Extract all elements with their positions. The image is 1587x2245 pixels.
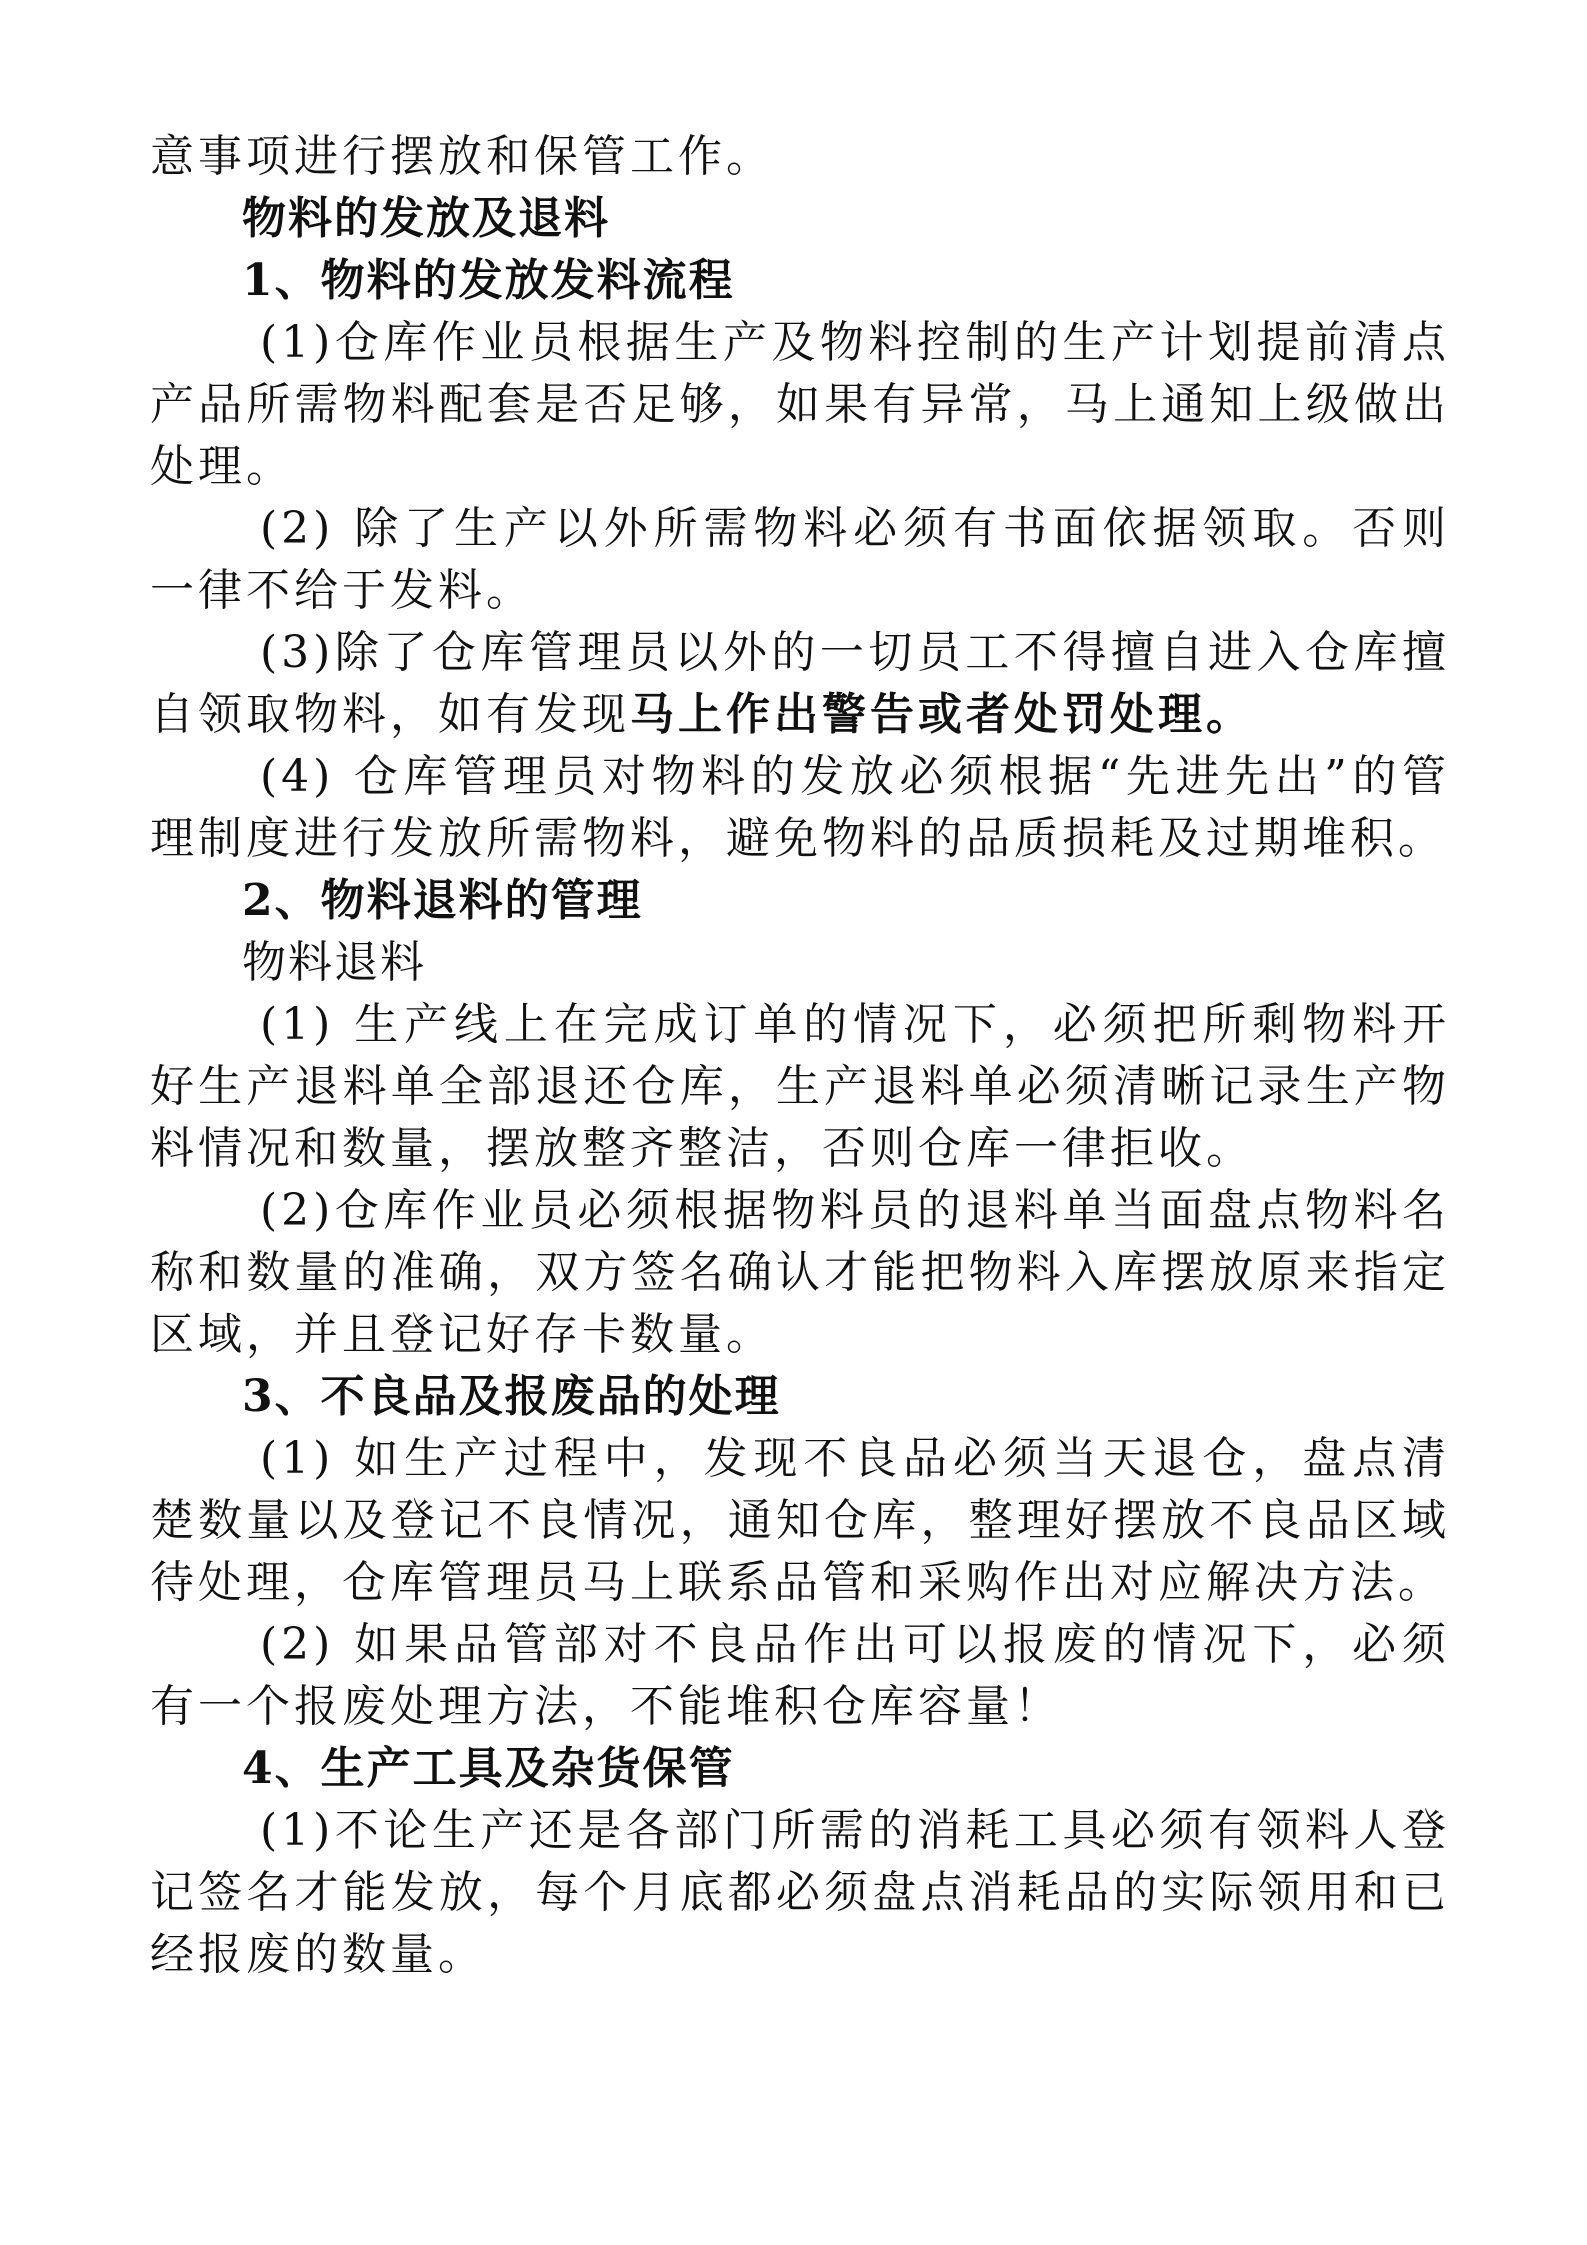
heading-2-return-management: 2、物料退料的管理 (242, 875, 643, 926)
paragraph-3-1: (1) 如生产过程中，发现不良品必须当天退仓，盘点清楚数量以及登记不良情况，通知仓库，整理好摆放不良品区域待处理，仓库管理员马上联系品管和采购作出对应解决方法。 (150, 1433, 1450, 1608)
paragraph-3-2: (2) 如果品管部对不良品作出可以报废的情况下，必须有一个报废处理方法，不能堆积仓库容量！ (150, 1619, 1450, 1732)
heading-1-issue-process: 1、物料的发放发料流程 (242, 255, 735, 306)
heading-3-defective-products: 3、不良品及报废品的处理 (242, 1371, 781, 1422)
heading-4-tools-storage: 4、生产工具及杂货保管 (242, 1743, 735, 1794)
section-heading-issue-return: 物料的发放及退料 (242, 193, 610, 244)
subheading-material-return: 物料退料 (242, 937, 426, 988)
paragraph-1-2: (2) 除了生产以外所需物料必须有书面依据领取。否则一律不给于发料。 (150, 503, 1450, 616)
paragraph-1-4: (4) 仓库管理员对物料的发放必须根据“先进先出”的管理制度进行发放所需物料，避免物料的品质损耗及过期堆积。 (150, 751, 1450, 864)
paragraph-1-3 (150, 622, 1450, 746)
paragraph-2-1: (1) 生产线上在完成订单的情况下，必须把所剩物料开好生产退料单全部退还仓库，生产退料单必须清晰记录生产物料情况和数量，摆放整齐整洁，否则仓库一律拒收。 (150, 999, 1450, 1174)
paragraph-4-1: (1)不论生产还是各部门所需的消耗工具必须有领料人登记签名才能发放，每个月底都必须盘点消耗品的实际领用和已经报废的数量。 (150, 1805, 1450, 1980)
paragraph-1-3-emphasis: 马上作出警告或者处罚处理。 (630, 689, 1254, 740)
paragraph-1-1: (1)仓库作业员根据生产及物料控制的生产计划提前清点产品所需物料配套是否足够，如果有异常，马上通知上级做出处理。 (150, 317, 1450, 492)
paragraph-continuation: 意事项进行摆放和保管工作。 (150, 131, 774, 182)
paragraph-2-2: (2)仓库作业员必须根据物料员的退料单当面盘点物料名称和数量的准确，双方签名确认才能把物料入库摆放原来指定区域，并且登记好存卡数量。 (150, 1185, 1450, 1360)
paragraph-1-3-text: (3)除了仓库管理员以外的一切员工不得擅自进入仓库擅自领取物料，如有发现 (150, 627, 1450, 740)
